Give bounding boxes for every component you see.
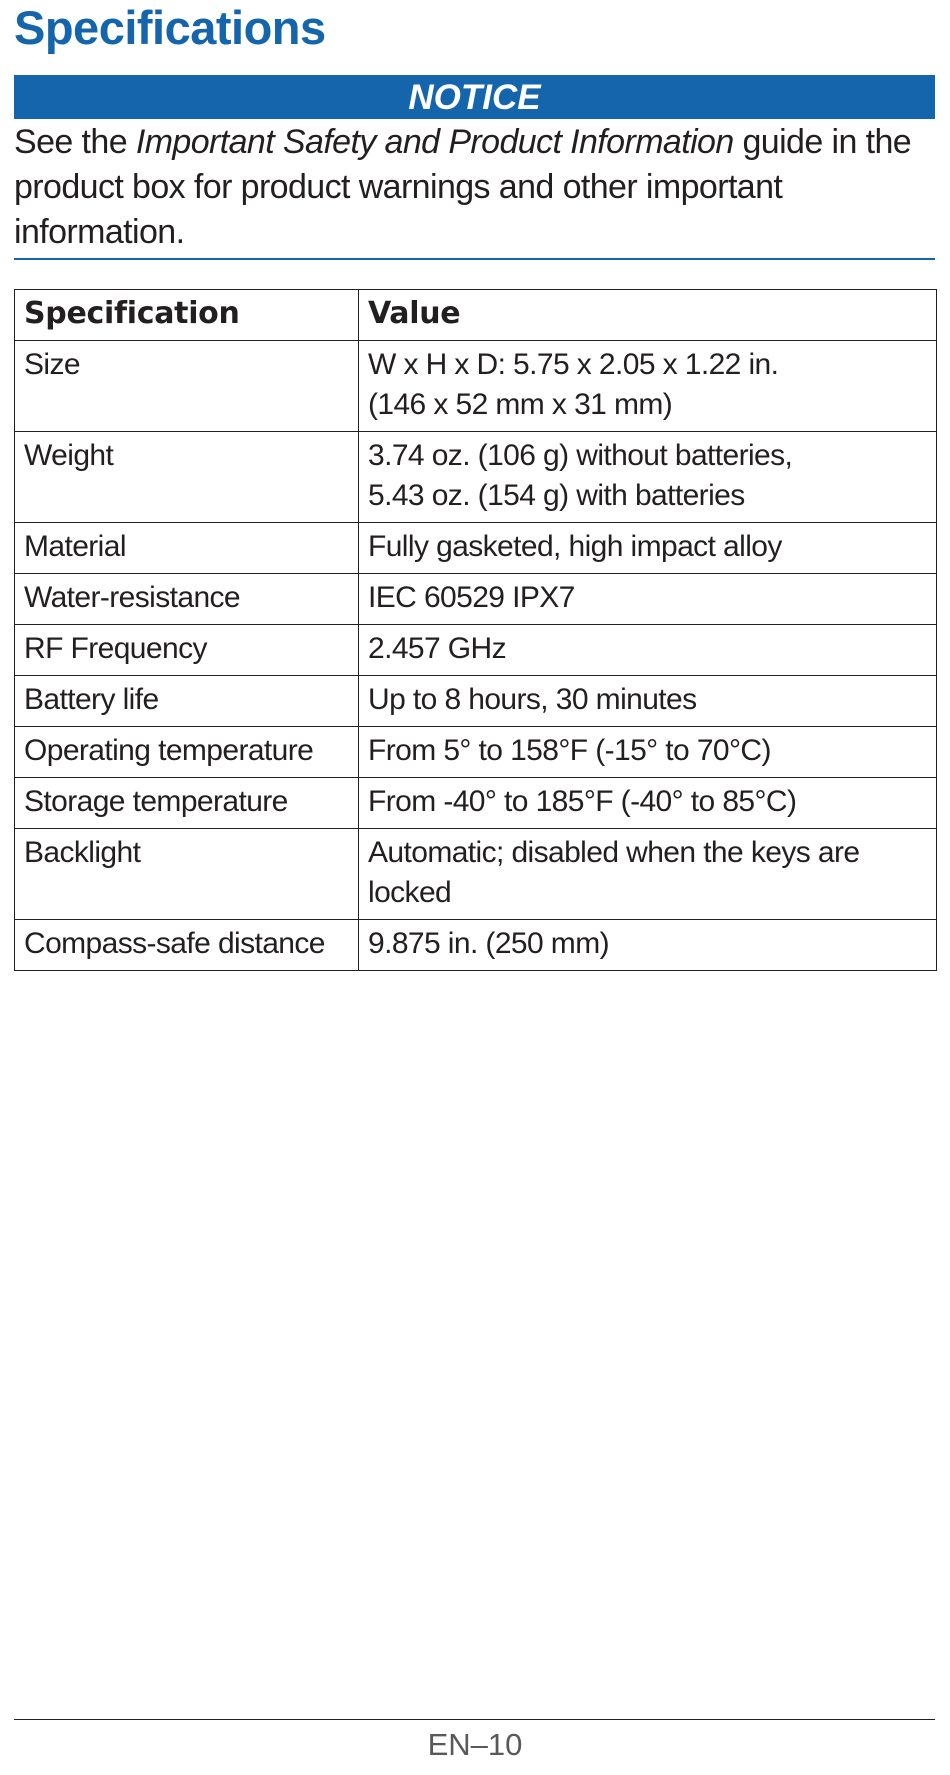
spec-value-cell: [359, 778, 937, 829]
spec-value-line: IEC 60529 IPX7: [368, 581, 575, 614]
spec-value-line: Automatic; disabled when the keys are: [368, 836, 860, 869]
notice-banner: NOTICE: [14, 75, 935, 119]
spec-value-cell: [359, 341, 937, 432]
table-row: [15, 676, 937, 727]
spec-value-cell: [359, 829, 937, 920]
spec-value-cell: [359, 920, 937, 971]
spec-value-cell: [359, 432, 937, 523]
spec-value-cell: [359, 574, 937, 625]
spec-value-line: 9.875 in. (250 mm): [368, 927, 609, 960]
page-number: EN–10: [427, 1727, 523, 1762]
table-row: [15, 574, 937, 625]
specifications-table: [14, 289, 937, 971]
spec-value-line: From -40° to 185°F (-40° to 85°C): [368, 785, 797, 818]
spec-value-cell: [359, 523, 937, 574]
table-row: [15, 829, 937, 920]
spec-value-line: W x H x D: 5.75 x 2.05 x 1.22 in.: [368, 348, 779, 381]
notice-text-prefix: See the: [14, 123, 136, 161]
footer-divider: [14, 1719, 935, 1720]
table-row: [15, 920, 937, 971]
spec-name-cell: Storage temperature: [15, 778, 359, 829]
spec-value-line: locked: [368, 876, 452, 909]
table-row: [15, 432, 937, 523]
spec-value-cell: [359, 625, 937, 676]
spec-value-line: Fully gasketed, high impact alloy: [368, 530, 782, 563]
spec-name-cell: Backlight: [15, 829, 359, 920]
spec-value-cell: [359, 727, 937, 778]
spec-name-cell: Water-resistance: [15, 574, 359, 625]
notice-divider: [14, 258, 935, 260]
spec-name-cell: Weight: [15, 432, 359, 523]
table-row: [15, 778, 937, 829]
table-row: [15, 523, 937, 574]
spec-value-line: (146 x 52 mm x 31 mm): [368, 388, 673, 421]
spec-name-cell: RF Frequency: [15, 625, 359, 676]
table-row: [15, 727, 937, 778]
column-header-specification: Specification: [15, 290, 359, 341]
spec-value-line: From 5° to 158°F (-15° to 70°C): [368, 734, 771, 767]
spec-name-cell: Size: [15, 341, 359, 432]
spec-name-cell: Operating temperature: [15, 727, 359, 778]
table-header-row: [15, 290, 937, 341]
spec-value-line: 5.43 oz. (154 g) with batteries: [368, 479, 745, 512]
table-body: [15, 341, 937, 971]
table-row: [15, 341, 937, 432]
spec-value-line: 3.74 oz. (106 g) without batteries,: [368, 439, 793, 472]
spec-name-cell: Battery life: [15, 676, 359, 727]
notice-guide-title: Important Safety and Product Information: [135, 123, 734, 161]
notice-text: [14, 120, 935, 255]
spec-value-line: Up to 8 hours, 30 minutes: [368, 683, 697, 716]
spec-name-cell: Material: [15, 523, 359, 574]
page-title: Specifications: [14, 1, 326, 54]
spec-value-cell: [359, 676, 937, 727]
table-row: [15, 625, 937, 676]
spec-value-line: 2.457 GHz: [368, 632, 507, 665]
column-header-value: Value: [359, 290, 937, 341]
spec-name-cell: Compass-safe distance: [15, 920, 359, 971]
notice-text-suffix: guide in the product box for product warnings and other important information.: [14, 123, 912, 251]
